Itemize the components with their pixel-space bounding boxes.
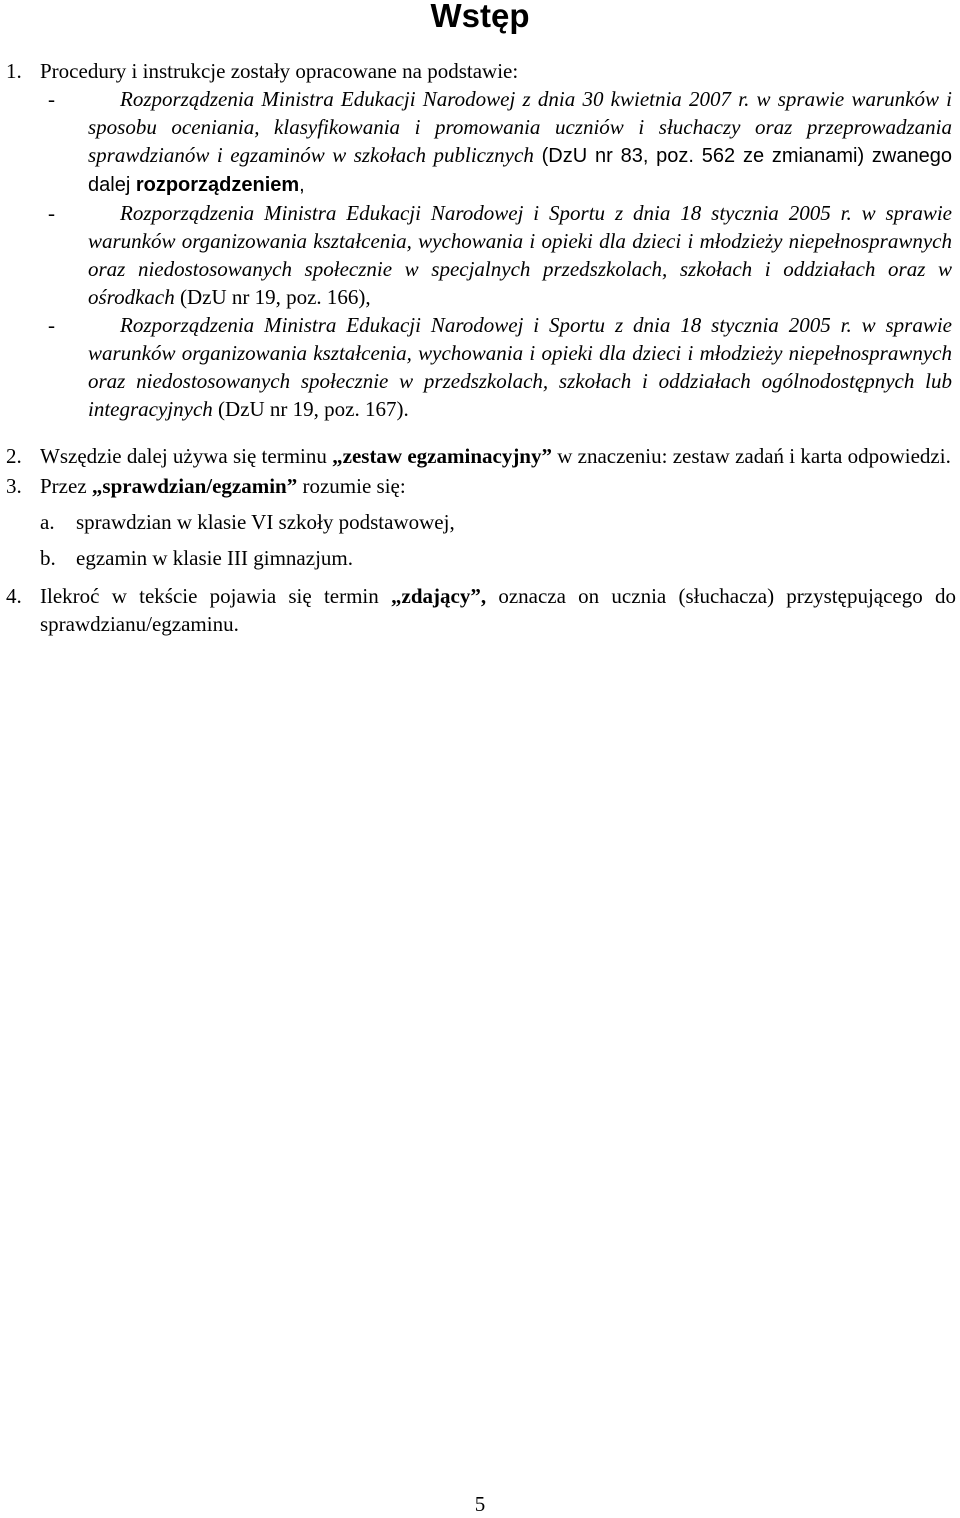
regulation-title: Rozporządzenia Ministra Edukacji Narodowej z dnia 30 kwietnia 2007 r. w sprawie warunków i sposobu oceniania, klasyfikowania i promowania uczniów i słuchaczy oraz przeprowadzania sprawdzianów i egzaminów w szkołach publicznych xyxy=(88,87,952,167)
sub-item-regulation-2005-special xyxy=(0,199,956,311)
defined-term: rozporządzeniem xyxy=(135,174,300,196)
regulation-reference: (DzU nr 19, poz. 166), xyxy=(174,285,371,309)
sub-item-a: a. sprawdzian w klasie VI szkoły podstawowej, xyxy=(40,510,455,534)
defined-term: „sprawdzian/egzamin” xyxy=(91,474,298,498)
item-number: 1. xyxy=(6,59,22,83)
regulation-reference: (DzU nr 19, poz. 167). xyxy=(212,397,409,421)
sub-item-b: b. egzamin w klasie III gimnazjum. xyxy=(40,546,353,570)
item-number: 3. xyxy=(6,474,22,498)
page-title: Wstęp xyxy=(430,0,530,34)
dash-bullet: - xyxy=(48,201,55,225)
dash-bullet: - xyxy=(48,313,55,337)
regulation-title: Rozporządzenia Ministra Edukacji Narodowej i Sportu z dnia 18 stycznia 2005 r. w sprawie warunków organizowania kształcenia, wychowania i opieki dla dzieci i młodzieży niepełnosprawnych oraz niedostosowanych społecznie w przedszkolach, szkołach i oddziałach ogólnodostępnych lub integracyjnych xyxy=(88,313,952,421)
list-item-2: 2. Wszędzie dalej używa się terminu „zestaw egzaminacyjny” w znaczeniu: zestaw zadań i karta odpowiedzi. xyxy=(6,444,951,468)
sub-item-letter: b. xyxy=(40,546,56,570)
sub-item-letter: a. xyxy=(40,510,55,534)
sub-item-regulation-2005-integrated xyxy=(0,311,956,423)
item-number: 4. xyxy=(6,584,22,608)
page-number: 5 xyxy=(474,1492,486,1516)
defined-term: „zestaw egzaminacyjny” xyxy=(332,444,552,468)
document-body xyxy=(0,57,960,638)
regulation-reference: (DzU nr 83, poz. 562 ze zmianami) zwanego dalej xyxy=(88,145,952,196)
sub-item-regulation-2007: - Rozporządzenia Ministra Edukacji Narodowej z dnia 30 kwietnia 2007 r. w sprawie warunków i sposobu oceniania, klasyfikowania i promowania uczniów i słuchaczy oraz przeprowadzania sprawdzianów i egzaminów w szkołach publicznych (DzU nr 83, poz. 562 ze zmianami) zwanego dalej rozporządzeniem, xyxy=(48,87,952,196)
list-item-3: 3. Przez „sprawdzian/egzamin” rozumie się: a. sprawdzian w klasie VI szkoły podstawowej, b. egzamin w klasie III gimnazjum. xyxy=(0,472,960,572)
list-item-4: 4. Ilekroć w tekście pojawia się termin „zdający”, oznacza on ucznia (słuchacza) przystępującego do sprawdzianu/egzaminu. xyxy=(6,584,956,636)
item-1-intro: Procedury i instrukcje zostały opracowane na podstawie: xyxy=(40,59,519,83)
item-number: 2. xyxy=(6,444,22,468)
defined-term: „zdający”, xyxy=(391,584,487,608)
regulation-title: Rozporządzenia Ministra Edukacji Narodowej i Sportu z dnia 18 stycznia 2005 r. w sprawie warunków organizowania kształcenia, wychowania i opieki dla dzieci i młodzieży niepełnosprawnych oraz niedostosowanych społecznie w specjalnych przedszkolach, szkołach i oddziałach oraz w ośrodkach xyxy=(88,201,952,309)
list-item-1 xyxy=(0,57,960,423)
dash-bullet: - xyxy=(48,87,55,111)
